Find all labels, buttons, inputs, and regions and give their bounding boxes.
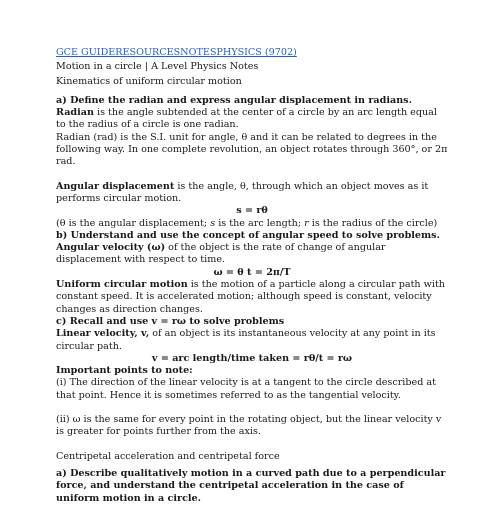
centripetal-subtitle: Centripetal acceleration and centripetal force	[56, 450, 280, 462]
radian-definition: is the angle subtended at the center of a circle by an arc length equal to the radius of a circle is one radian.	[56, 107, 437, 131]
section-a-heading: a) Define the radian and express angular displacement in radians.	[56, 94, 412, 106]
section-c-heading: c) Recall and use v = rω to solve problems	[56, 315, 285, 327]
angular-velocity-paragraph	[56, 242, 448, 267]
linear-velocity-paragraph	[56, 328, 448, 353]
uniform-motion-definition: is the motion of a particle along a circular path with constant speed. It is accelerated motion; although speed is constant, velocity changes as direction changes.	[56, 279, 445, 315]
doc-subtitle: Kinematics of uniform circular motion	[56, 75, 242, 87]
formula-note-part: is the radius of the circle)	[308, 217, 438, 229]
angular-velocity-formula: ω = θ t = 2π/T	[213, 266, 291, 278]
linear-velocity-term: Linear velocity, v,	[56, 328, 150, 340]
formula-note-var: r	[304, 217, 309, 229]
angular-displacement-definition: is the angle, θ, through which an object moves as it performs circular motion.	[56, 180, 429, 204]
linear-velocity-formula: v = arc length/time taken = rθ/t = rω	[151, 352, 353, 364]
linear-velocity-definition: of an object is its instantaneous velocity at any point in its circular path.	[56, 328, 436, 352]
arc-length-formula: s = rθ	[236, 205, 268, 217]
uniform-motion-paragraph	[56, 279, 448, 316]
formula-note	[56, 218, 448, 230]
radian-term: Radian	[56, 107, 94, 119]
document-content	[56, 47, 448, 505]
doc-title: Motion in a circle | A Level Physics Notes	[56, 61, 259, 73]
point-1: (i) The direction of the linear velocity is at a tangent to the circle described at that point. Hence it is sometimes referred to as the tangential velocity.	[56, 377, 436, 401]
formula-note-var: s	[210, 217, 216, 229]
radian-paragraph	[56, 107, 448, 132]
uniform-motion-term: Uniform circular motion	[56, 279, 188, 291]
breadcrumb-link[interactable]: GCE GUIDERESOURCESNOTESPHYSICS (9702)	[56, 47, 297, 58]
important-points-heading: Important points to note:	[56, 365, 193, 377]
formula-note-part: is the arc length;	[215, 217, 305, 229]
point-2: (ii) ω is the same for every point in the rotating object, but the linear velocity v is greater for points further from the axis.	[56, 414, 442, 438]
radian-unit-paragraph: Radian (rad) is the S.I. unit for angle, θ and it can be related to degrees in the following way. In one complete revolution, an object rotates through 360°, or 2π rad.	[56, 131, 448, 168]
angular-displacement-term: Angular displacement	[56, 180, 175, 192]
angular-displacement-paragraph	[56, 181, 448, 206]
formula-note-part: (θ is the angular displacement;	[56, 217, 211, 229]
section-b-heading: b) Understand and use the concept of angular speed to solve problems.	[56, 229, 440, 241]
angular-velocity-term: Angular velocity (ω)	[56, 242, 166, 254]
centripetal-heading: a) Describe qualitatively motion in a curved path due to a perpendicular force, and understand the centripetal acceleration in the case of uniform motion in a circle.	[56, 467, 446, 504]
angular-velocity-definition: of the object is the rate of change of angular displacement with respect to time.	[56, 242, 386, 266]
